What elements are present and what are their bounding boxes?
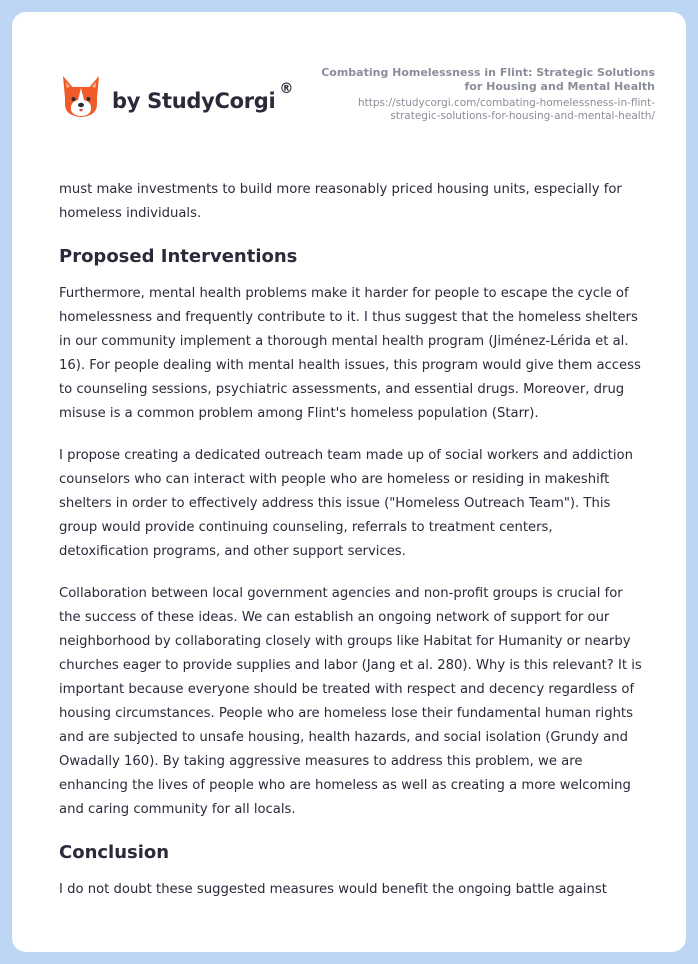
document-url[interactable]: https://studycorgi.com/combating-homelessness-in-flint-strategic-solutions-for-housing-and-mental-health/: [357, 97, 655, 122]
corgi-logo-icon: [59, 74, 103, 120]
paragraph: Collaboration between local government agencies and non-profit groups is crucial for the success of these ideas. We can establish an ongoing network of support for our neighborhood by collaborating closely with groups like Habitat for Humanity or nearby churches eager to provide supplies and labor (Jang et al. 280). Why is this relevant? It is important because everyone should be treated with respect and decency regardless of housing circumstances. People who are homeless lose their fundamental human rights and are subjected to unsafe housing, health hazards, and social isolation (Grundy and Owadally 160). By taking aggressive measures to address this problem, we are enhancing the lives of people who are homeless as well as creating a more welcoming and caring community for all locals.: [59, 586, 642, 817]
section-heading: Conclusion: [59, 842, 170, 863]
document-title: Combating Homelessness in Flint: Strategic Solutions for Housing and Mental Health: [321, 66, 655, 93]
document-body: [59, 178, 643, 920]
paragraph: Furthermore, mental health problems make it harder for people to escape the cycle of homelessness and frequently contribute to it. I thus suggest that the homeless shelters in our community implement a thorough mental health program (Jiménez-Lérida et al. 16). For people dealing with mental health issues, this program would give them access to counseling sessions, psychiatric assessments, and essential drugs. Moreover, drug misuse is a common problem among Flint's homeless population (Starr).: [59, 286, 641, 421]
registered-mark: ®: [279, 81, 294, 97]
section-heading: Proposed Interventions: [59, 246, 298, 267]
paragraph: I propose creating a dedicated outreach team made up of social workers and addiction counselors who can interact with people who are homeless or residing in makeshift shelters in order to effectively address this issue ("Homeless Outreach Team"). This group would provide continuing counseling, referrals to treatment centers, detoxification programs, and other support services.: [59, 448, 633, 559]
paragraph: must make investments to build more reasonably priced housing units, especially for homeless individuals.: [59, 182, 622, 221]
document-meta: [315, 66, 655, 123]
studycorgi-logo[interactable]: [59, 74, 293, 120]
paragraph: I do not doubt these suggested measures would benefit the ongoing battle against: [59, 882, 607, 897]
page-header: [12, 12, 686, 162]
document-page: [12, 12, 686, 952]
brand-name: by StudyCorgi: [112, 89, 276, 113]
